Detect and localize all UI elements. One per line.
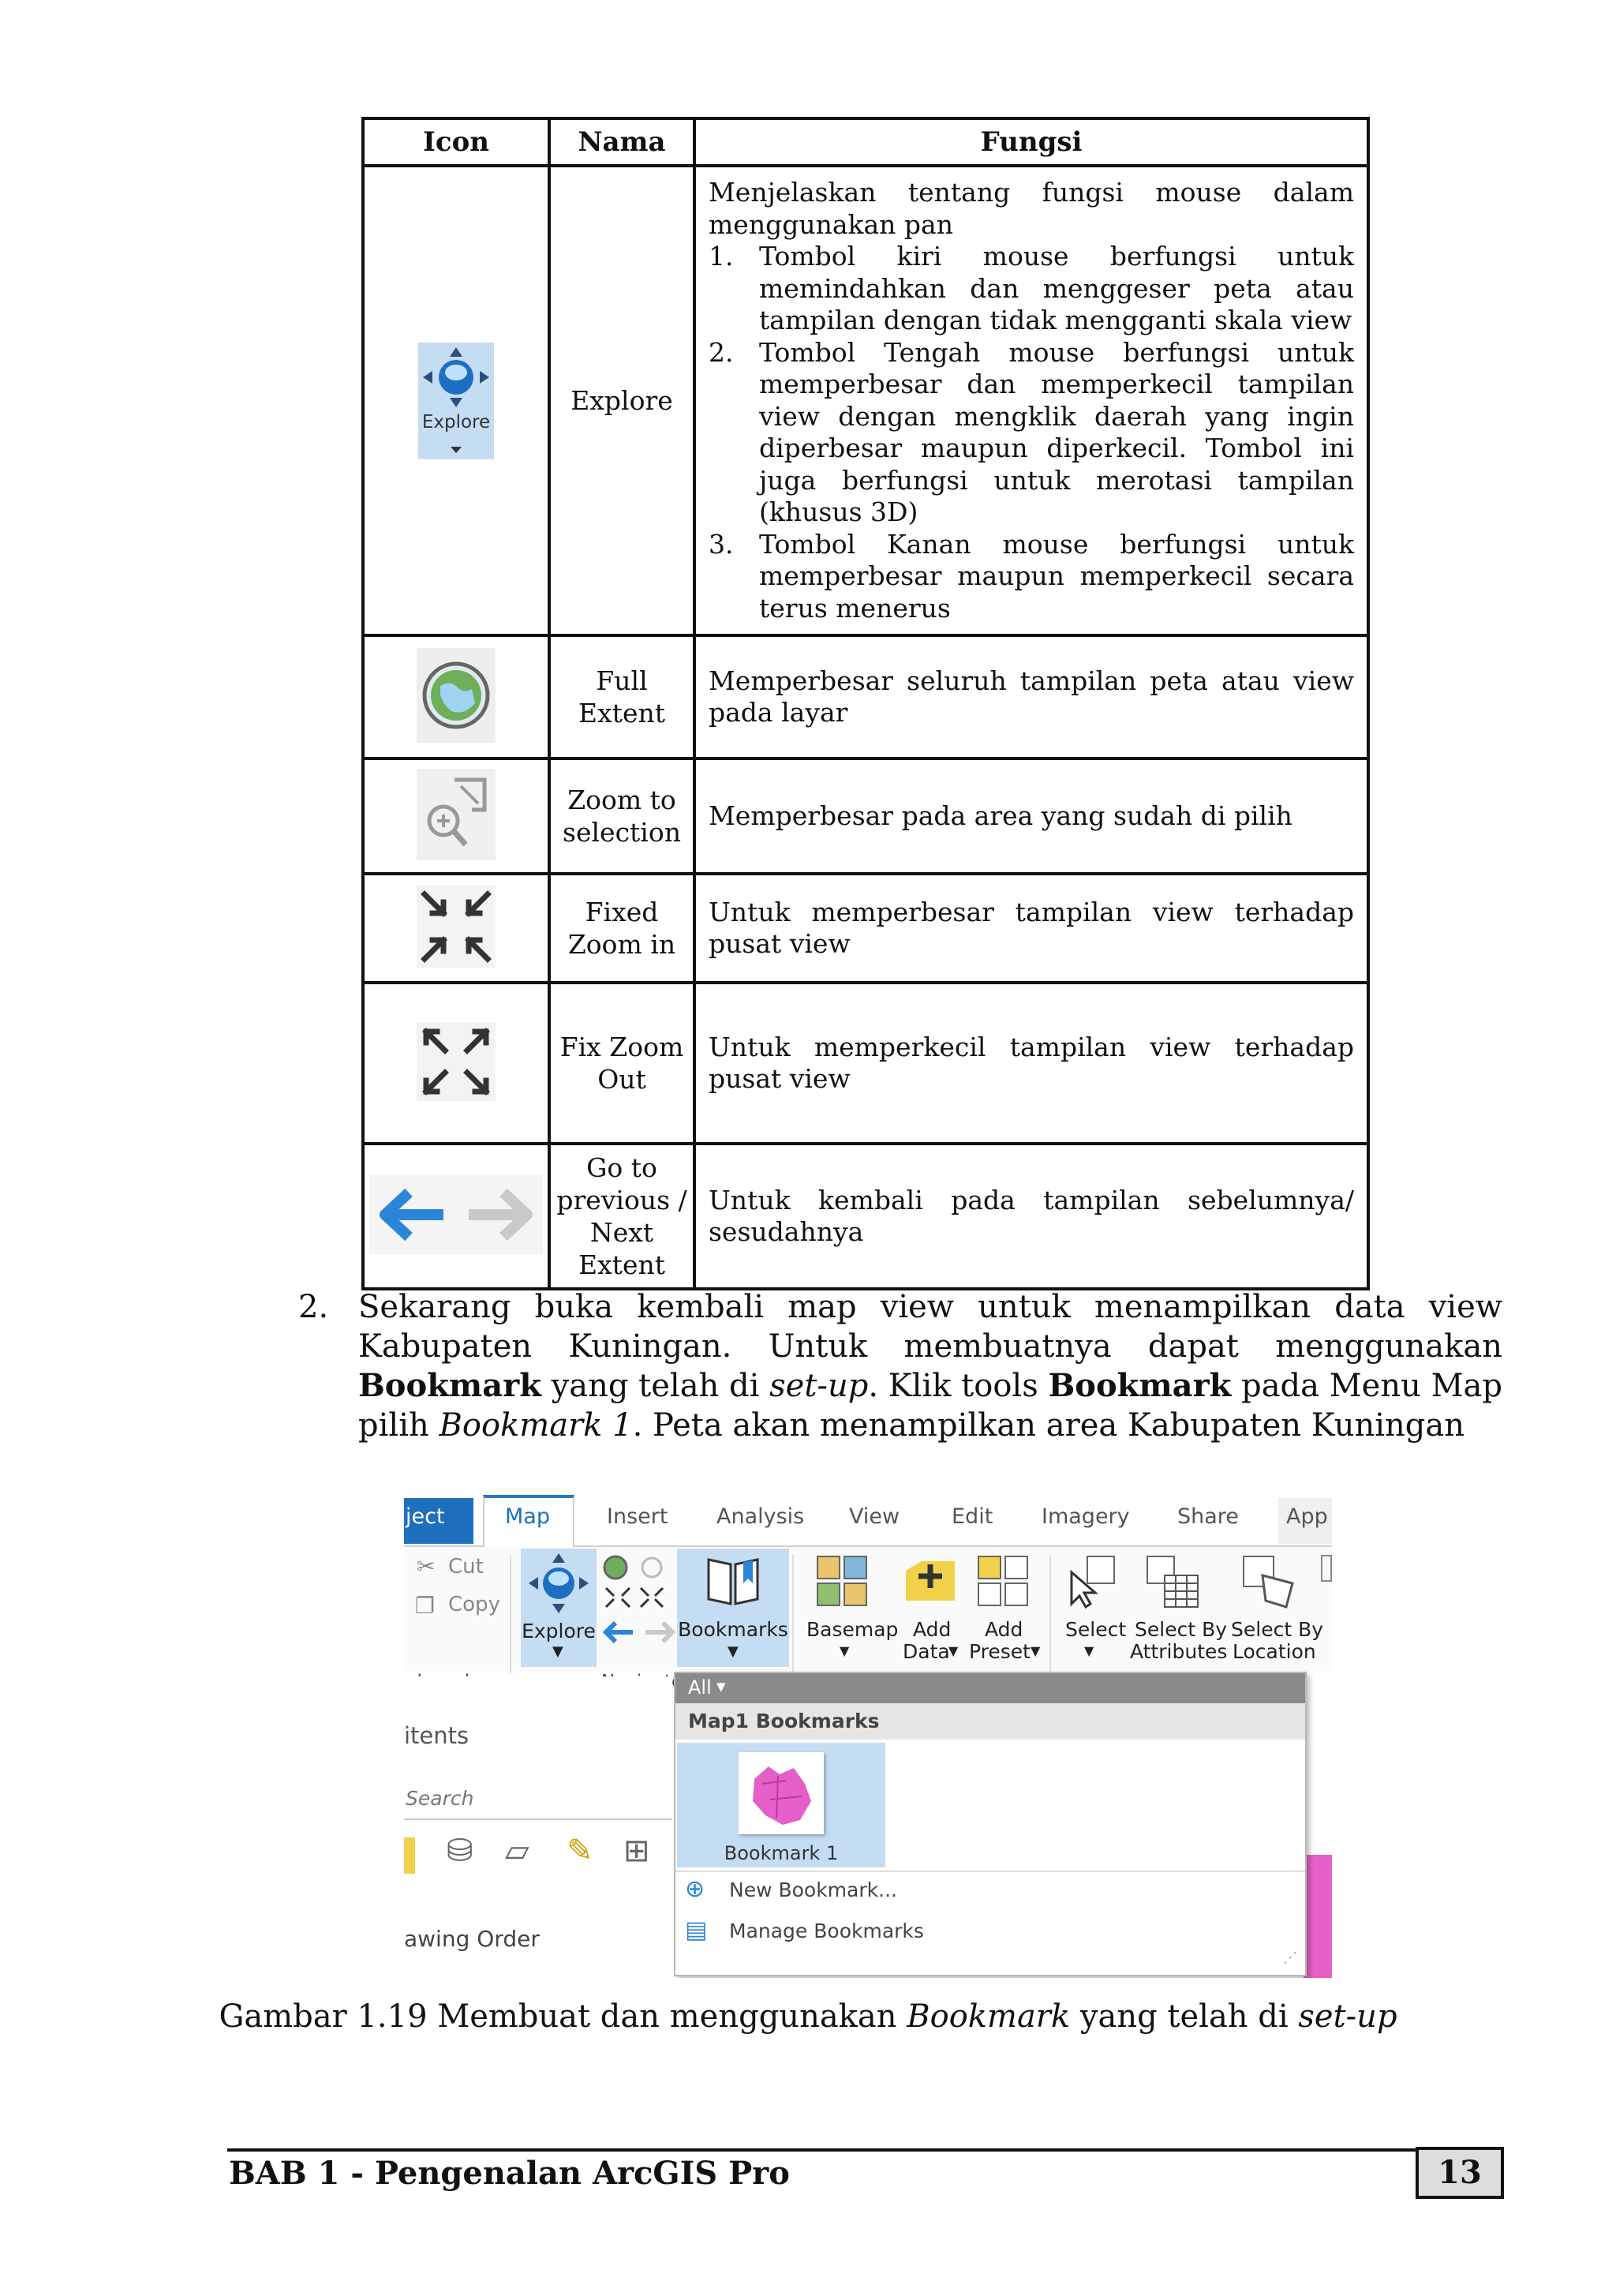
polygon-icon[interactable]: ▱ <box>505 1833 529 1869</box>
fixed-zoom-in-icon <box>417 885 496 972</box>
select-cursor-icon[interactable] <box>1064 1552 1119 1610</box>
text-run: Sekarang buka kembali map view untuk menampilkan data view Kabupaten Kuningan. Untuk membuatnya dapat menggunakan <box>358 1289 1502 1365</box>
function-cell <box>694 166 1368 635</box>
figure-caption <box>0 1998 1616 2035</box>
table-row <box>363 874 1368 983</box>
chevron-down-icon: ▼ <box>552 1643 563 1660</box>
step-number: 3. <box>709 528 734 560</box>
chevron-down-icon: ▼ <box>1084 1643 1094 1658</box>
list-icon[interactable] <box>404 1837 415 1874</box>
icon-cell <box>363 874 549 983</box>
function-steps <box>709 241 1354 624</box>
table-row <box>363 758 1368 874</box>
italic-run: Bookmark 1 <box>439 1406 633 1444</box>
dropdown-divider <box>675 1871 1305 1872</box>
header-name: Nama <box>549 118 694 166</box>
cut-label[interactable]: Cut <box>448 1555 484 1579</box>
table-header-row <box>363 118 1368 166</box>
page-number: 13 <box>1416 2147 1504 2199</box>
icon-cell <box>363 166 549 635</box>
function-intro: Menjelaskan tentang fungsi mouse dalam menggunakan pan <box>709 177 1354 240</box>
manage-bookmarks-icon[interactable]: ▤ <box>685 1916 708 1944</box>
scroll-edge <box>1321 1555 1332 1582</box>
prev-next-arrows-icon <box>369 1175 543 1257</box>
arcgis-screenshot <box>404 1484 1332 1978</box>
tab-app-label: App <box>1286 1504 1328 1529</box>
database-icon[interactable]: ⛁ <box>447 1833 473 1869</box>
table-row <box>363 1144 1368 1289</box>
text-run: . Peta akan menampilkan area Kabupaten Kuningan <box>632 1406 1465 1444</box>
table-row <box>363 166 1368 635</box>
italic-run: Bookmark <box>907 1998 1071 2035</box>
copy-icon[interactable]: ❐ <box>415 1593 436 1619</box>
zoom-to-selection-icon <box>417 769 496 863</box>
select-by-attributes-label-1[interactable]: Select By <box>1135 1618 1228 1641</box>
function-cell: Untuk kembali pada tampilan sebelumnya/ sesudahnya <box>694 1144 1368 1289</box>
name-cell: Go to previous / Next Extent <box>549 1144 694 1289</box>
tab-project-label: ject <box>406 1504 445 1529</box>
map-polygon-fragment <box>1304 1855 1332 1978</box>
bold-run: Bookmark <box>358 1367 541 1404</box>
contents-pane-title: itents <box>404 1722 469 1749</box>
fixed-zoom-out-icon <box>417 1022 496 1104</box>
name-cell: Fixed Zoom in <box>549 874 694 983</box>
step-number: 1. <box>709 241 734 272</box>
add-preset-label-2[interactable]: Preset <box>969 1640 1031 1663</box>
explore-button[interactable] <box>521 1549 597 1667</box>
name-cell: Full Extent <box>549 635 694 758</box>
icon-cell <box>363 635 549 758</box>
fixed-zoom-icons[interactable] <box>603 1585 674 1616</box>
new-bookmark-icon[interactable]: ⊕ <box>685 1875 705 1903</box>
basemap-icon[interactable] <box>814 1553 870 1609</box>
bookmarks-dropdown <box>674 1672 1307 1976</box>
text-run: yang telah di <box>1070 1998 1299 2035</box>
resize-grip-icon[interactable]: ⋰ <box>1283 1950 1297 1966</box>
text-run: pada Menu Map pilih <box>358 1368 1502 1444</box>
italic-run: set-up <box>1298 1998 1397 2035</box>
add-grid-icon[interactable]: ⊞ <box>623 1833 650 1869</box>
text-run: yang telah di <box>541 1368 770 1404</box>
instruction-paragraph <box>298 1288 1502 1445</box>
group-divider <box>792 1555 794 1673</box>
explore-icon-label: Explore <box>421 411 491 433</box>
list-item <box>709 529 1354 625</box>
manage-bookmarks-menu-item[interactable]: Manage Bookmarks <box>729 1920 924 1942</box>
add-data-label-2[interactable]: Data <box>903 1640 950 1663</box>
icon-function-table <box>361 117 1370 1290</box>
tab-view[interactable]: View <box>849 1504 900 1529</box>
select-by-location-icon[interactable] <box>1239 1552 1299 1612</box>
bookmarks-button[interactable] <box>677 1549 789 1667</box>
add-preset-icon[interactable] <box>975 1553 1031 1609</box>
tab-imagery[interactable]: Imagery <box>1042 1504 1130 1529</box>
select-by-location-label-2[interactable]: Location <box>1233 1640 1316 1663</box>
step-text: Tombol Tengah mouse berfungsi untuk memperbesar dan memperkecil tampilan view dengan mengklik daerah yang ingin diperbesar maupun diperkecil. Tombol ini juga berfungsi untuk merotasi tampilan (khusus 3D) <box>759 336 1354 527</box>
text-run: Gambar 1.19 Membuat dan menggunakan <box>219 1998 907 2035</box>
explore-label: Explore <box>522 1620 596 1642</box>
chevron-down-icon: ▼ <box>1031 1643 1041 1658</box>
scissors-icon[interactable]: ✂ <box>417 1553 436 1579</box>
pencil-icon[interactable]: ✎ <box>567 1833 593 1869</box>
tab-edit[interactable]: Edit <box>952 1504 993 1529</box>
name-cell: Zoom to selection <box>549 758 694 874</box>
globe-icon <box>417 648 496 746</box>
explore-icon <box>418 343 494 459</box>
footer-rule <box>227 2148 1502 2152</box>
dropdown-header <box>675 1703 1305 1740</box>
step-text: Tombol kiri mouse berfungsi untuk memindahkan dan menggeser peta atau tampilan dengan tidak mengganti skala view <box>759 241 1354 335</box>
header-function: Fungsi <box>694 118 1368 166</box>
list-item <box>709 337 1354 529</box>
search-input-placeholder: Search <box>406 1787 474 1810</box>
step-text: Tombol Kanan mouse berfungsi untuk memperbesar maupun memperkecil secara terus menerus <box>759 528 1354 624</box>
name-cell: Explore <box>549 166 694 635</box>
bookmark-item[interactable] <box>677 1743 885 1867</box>
drawing-order-label: awing Order <box>404 1926 540 1952</box>
select-by-attributes-label-2[interactable]: Attributes <box>1130 1640 1228 1663</box>
icon-cell <box>363 1144 549 1289</box>
new-bookmark-menu-item[interactable]: New Bookmark... <box>729 1878 897 1901</box>
copy-label[interactable]: Copy <box>448 1593 500 1616</box>
paragraph-body <box>358 1288 1502 1445</box>
add-data-icon[interactable] <box>903 1553 958 1609</box>
add-data-label-1[interactable]: Add <box>913 1618 952 1641</box>
prev-next-extent-icons[interactable] <box>601 1616 677 1648</box>
group-divider <box>1049 1555 1051 1673</box>
basemap-label[interactable]: Basemap <box>806 1618 899 1641</box>
add-preset-label-1[interactable]: Add <box>985 1618 1023 1641</box>
function-cell: Untuk memperkecil tampilan view terhadap pusat view <box>694 983 1368 1144</box>
header-icon: Icon <box>363 118 549 166</box>
name-cell: Fix Zoom Out <box>549 983 694 1144</box>
icon-cell <box>363 758 549 874</box>
full-extent-and-zoom-icons[interactable] <box>603 1552 674 1586</box>
function-cell: Memperbesar seluruh tampilan peta atau view pada layar <box>694 635 1368 758</box>
tab-share[interactable]: Share <box>1177 1504 1239 1529</box>
filter-label: All <box>688 1676 712 1699</box>
explore-icon <box>521 1549 597 1620</box>
text-run: . Klik tools <box>868 1368 1049 1404</box>
book-icon <box>677 1549 789 1612</box>
tab-insert[interactable]: Insert <box>607 1504 668 1529</box>
bookmarks-label: Bookmarks <box>678 1618 788 1641</box>
list-item <box>709 241 1354 337</box>
filter-bar[interactable] <box>675 1673 1305 1703</box>
tab-map-label: Map <box>505 1504 550 1529</box>
select-by-attributes-icon[interactable] <box>1143 1552 1203 1612</box>
chevron-down-icon: ▼ <box>728 1643 739 1660</box>
table-row <box>363 983 1368 1144</box>
select-by-location-label-1[interactable]: Select By <box>1231 1618 1324 1641</box>
dropdown-header-label: Map1 Bookmarks <box>688 1710 880 1732</box>
function-cell: Memperbesar pada area yang sudah di pilih <box>694 758 1368 874</box>
select-label[interactable]: Select <box>1065 1618 1127 1641</box>
chevron-down-icon: ▼ <box>840 1643 850 1658</box>
bookmark-thumbnail <box>739 1752 824 1834</box>
bookmark-item-label: Bookmark 1 <box>724 1842 839 1864</box>
chevron-down-icon: ▼ <box>948 1643 959 1658</box>
step-number: 2. <box>709 336 734 368</box>
italic-run: set-up <box>769 1368 869 1404</box>
chapter-title: BAB 1 - Pengenalan ArcGIS Pro <box>229 2155 790 2192</box>
list-number: 2. <box>298 1289 329 1325</box>
icon-cell <box>363 983 549 1144</box>
function-cell: Untuk memperbesar tampilan view terhadap pusat view <box>694 874 1368 983</box>
group-divider <box>510 1555 511 1673</box>
table-row <box>363 635 1368 758</box>
bold-run: Bookmark <box>1048 1367 1232 1404</box>
chevron-down-icon: ▼ <box>716 1680 726 1694</box>
tab-analysis[interactable]: Analysis <box>716 1504 805 1529</box>
